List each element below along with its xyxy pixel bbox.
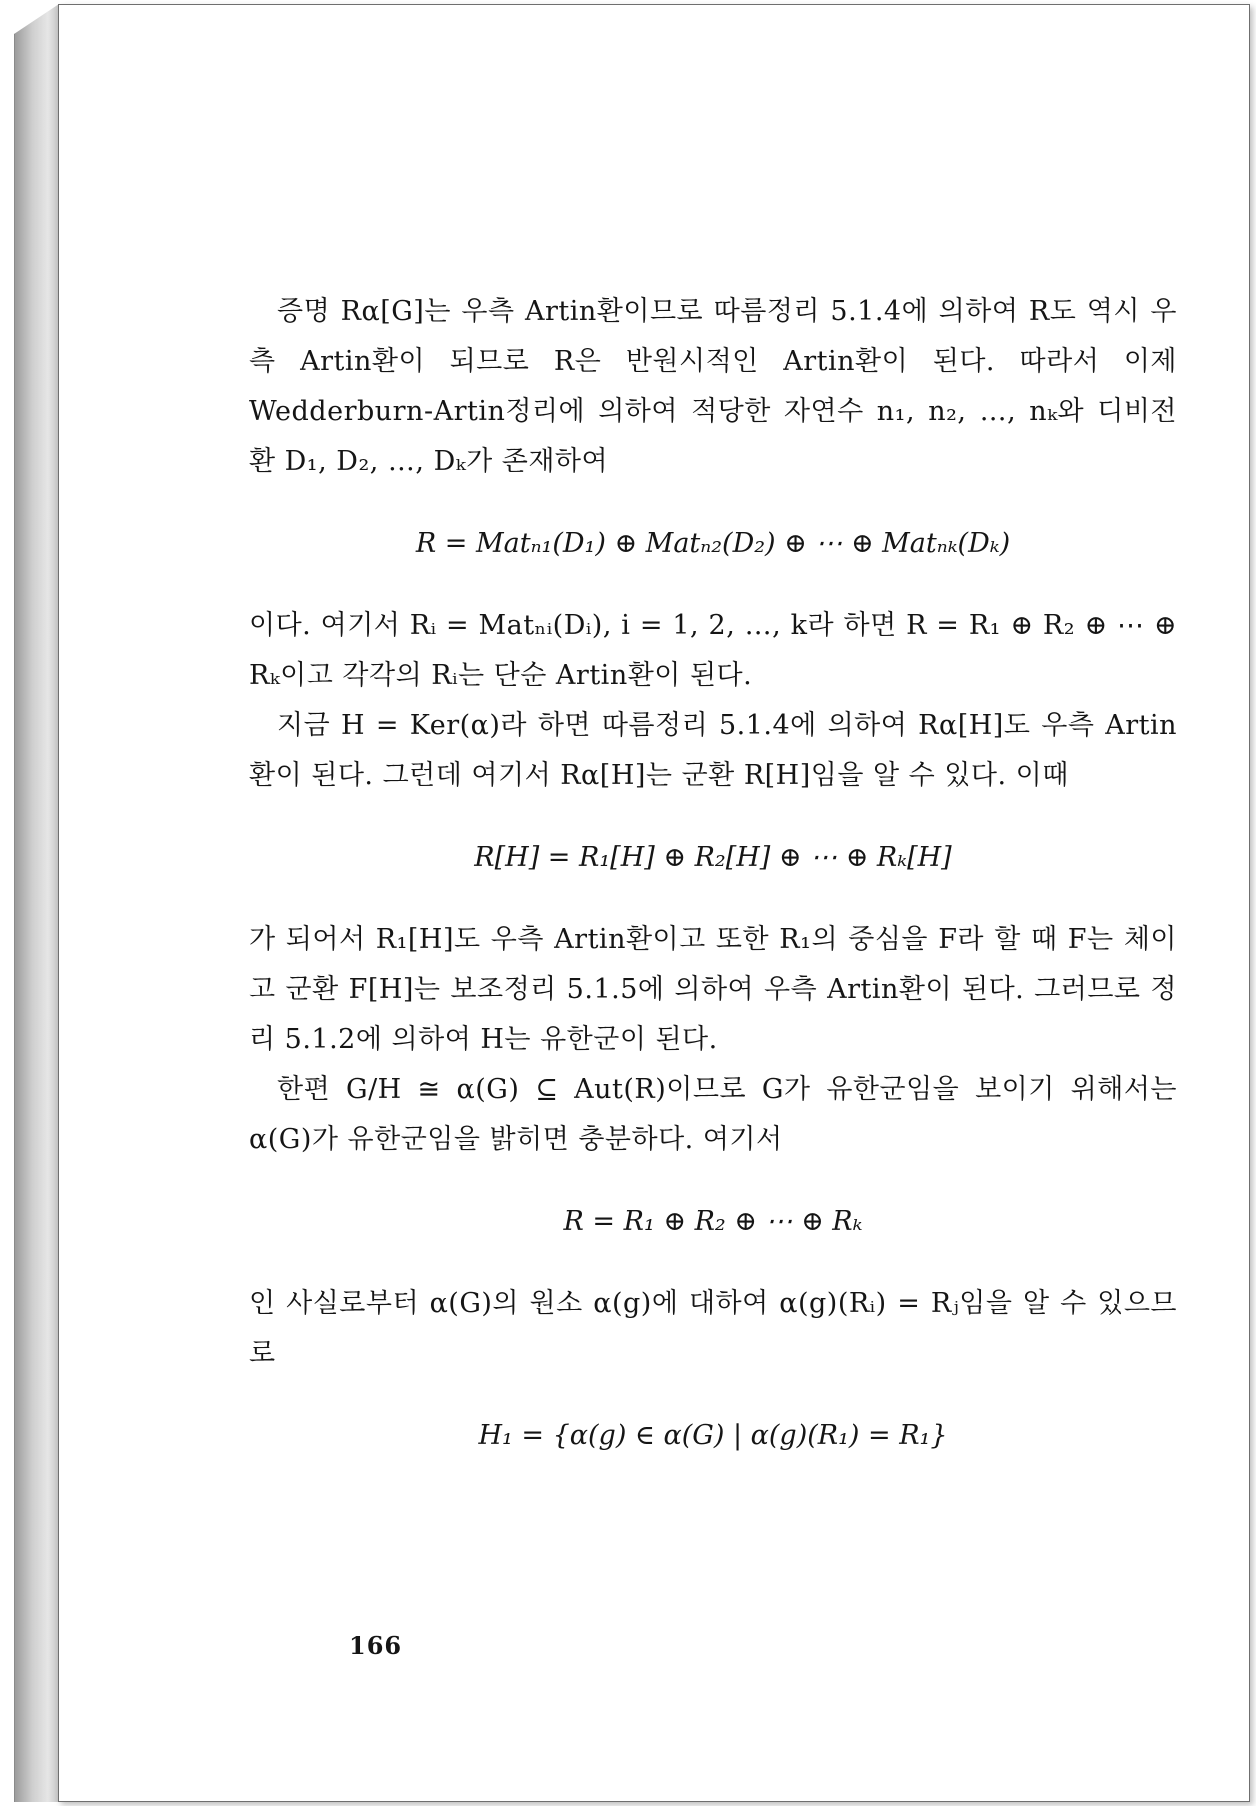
book-edge (14, 4, 59, 1802)
equation-group-ring: R[H] = R₁[H] ⊕ R₂[H] ⊕ ⋯ ⊕ Rₖ[H] (474, 842, 952, 873)
equation-decomposition: R = Matₙ₁(D₁) ⊕ Matₙ₂(D₂) ⊕ ⋯ ⊕ Matₙₖ(Dₖ) (415, 528, 1011, 559)
equation-sum: R = R₁ ⊕ R₂ ⊕ ⋯ ⊕ Rₖ (563, 1206, 863, 1237)
paragraph-finite-h: 가 되어서 R₁[H]도 우측 Artin환이고 또한 R₁의 중심을 F라 할 때 F는 체이고 군환 F[H]는 보조정리 5.1.5에 의하여 우측 Artin환이 된다. 그러므로 정리 5.1.2에 의하여 H는 유한군이 된다. (249, 924, 1177, 1055)
equation-stabilizer: H₁ = {α(g) ∈ α(G) | α(g)(R₁) = R₁} (478, 1420, 948, 1451)
page-body (249, 287, 1177, 1461)
page-number: 166 (349, 1631, 403, 1660)
paragraph-quotient: 한편 G/H ≅ α(G) ⊆ Aut(R)이므로 G가 유한군임을 보이기 위해서는 α(G)가 유한군임을 밝히면 충분하다. 여기서 (249, 1074, 1177, 1155)
paragraph-kernel: 지금 H = Ker(α)라 하면 따름정리 5.1.4에 의하여 Rα[H]도 우측 Artin환이 된다. 그런데 여기서 Rα[H]는 군환 R[H]임을 알 수 있다. 이때 (249, 710, 1177, 791)
paragraph-simple-artin: 이다. 여기서 Rᵢ = Matₙᵢ(Dᵢ), i = 1, 2, …, k라 하면 R = R₁ ⊕ R₂ ⊕ ⋯ ⊕ Rₖ이고 각각의 Rᵢ는 단순 Artin환이 된다. (249, 610, 1177, 691)
book-page (58, 4, 1250, 1802)
proof-paragraph: 증명 Rα[G]는 우측 Artin환이므로 따름정리 5.1.4에 의하여 R도 역시 우측 Artin환이 되므로 R은 반원시적인 Artin환이 된다. 따라서 이제 Wedderburn-Artin정리에 의하여 적당한 자연수 n₁, n₂, …, nₖ와 디비전 환 D₁, D₂, …, Dₖ가 존재하여 (249, 296, 1177, 477)
paragraph-permutation: 인 사실로부터 α(G)의 원소 α(g)에 대하여 α(g)(Rᵢ) = Rⱼ임을 알 수 있으므로 (249, 1288, 1177, 1369)
